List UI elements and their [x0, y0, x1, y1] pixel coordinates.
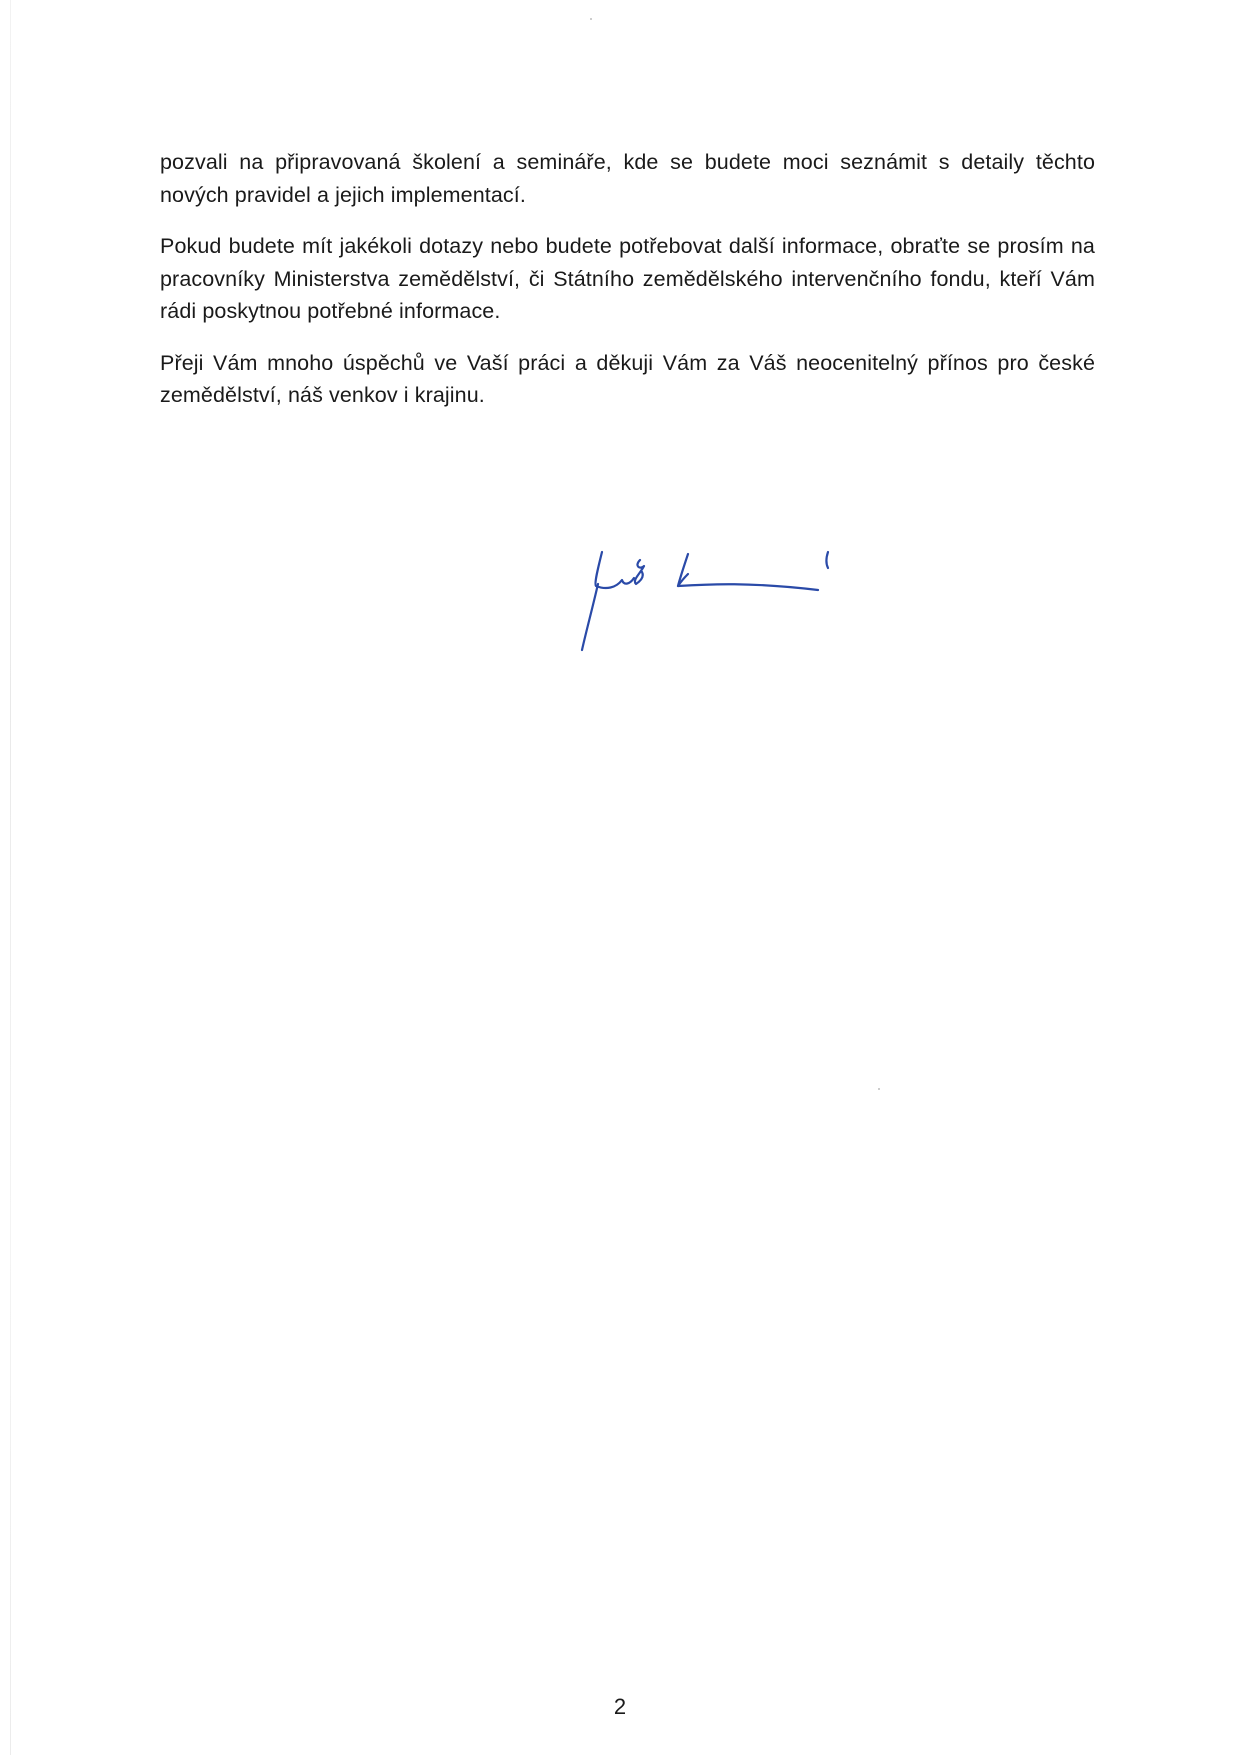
scan-speck — [590, 18, 592, 20]
paragraph-contact-info: Pokud budete mít jakékoli dotazy nebo budete potřebovat další informace, obraťte se prosím na pracovníky Ministerstva zemědělství, či Státního zemědělského intervenčního fondu, kteří Vám rádi poskytnou potřebné informace. — [160, 234, 1095, 323]
scan-speck — [878, 1088, 880, 1090]
handwritten-signature — [570, 550, 860, 660]
scan-edge-line — [10, 0, 11, 1755]
paragraph-closing-wishes: Přeji Vám mnoho úspěchů ve Vaší práci a děkuji Vám za Váš neocenitelný přínos pro české zemědělství, náš venkov i krajinu. — [160, 350, 1095, 407]
paragraph-continuation: pozvali na připravovaná školení a semináře, kde se budete moci seznámit s detaily těchto nových pravidel a jejich implementací. — [160, 150, 1095, 207]
letter-body — [160, 146, 1095, 431]
page-number: 2 — [613, 1694, 627, 1719]
